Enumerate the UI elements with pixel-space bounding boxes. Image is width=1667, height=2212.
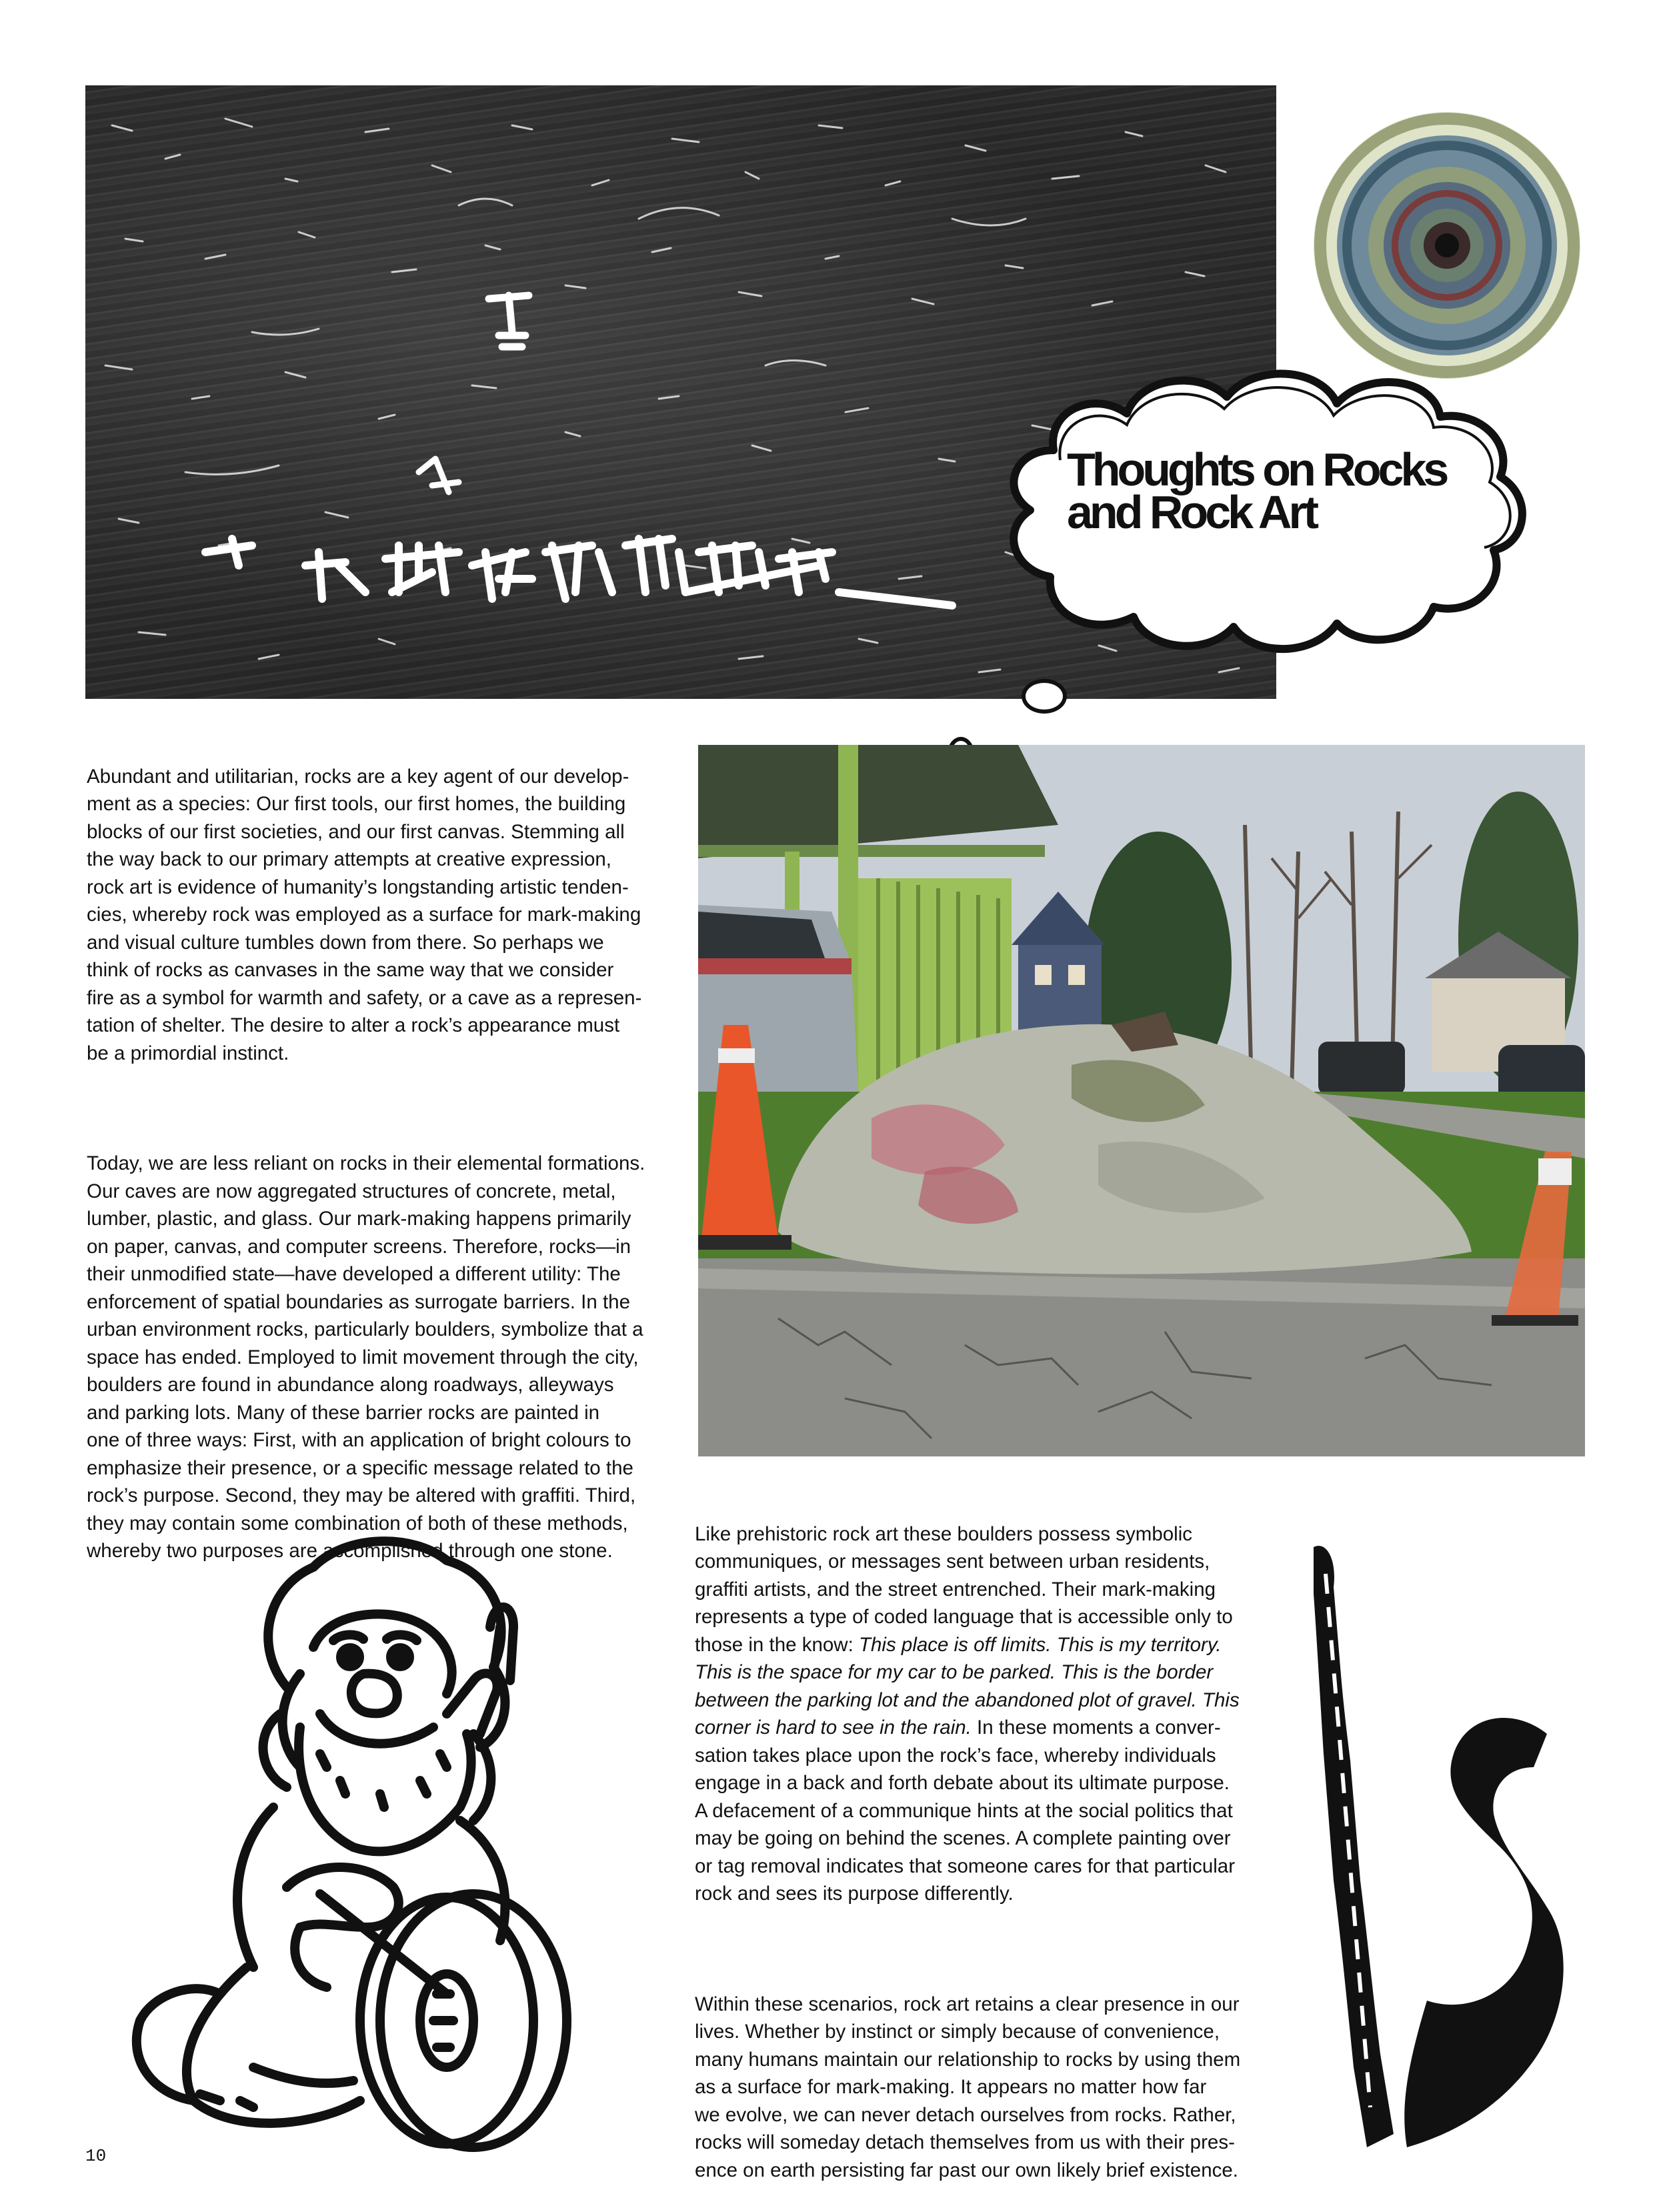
title-line-2: and Rock Art <box>1067 486 1316 538</box>
page-title <box>1067 443 1534 538</box>
paragraph-intro: Abundant and utilitarian, rocks are a key agent of our develop- ment as a species: Our first tools, our first homes, the building blocks of our first societies, and our first canvas. Stemming all the way back to our primary attempts at creative expression, rock art is evidence of humanity’s longstanding artistic tenden- cies, whereby rock was employed as a surface for mark-making and visual culture tumbles down from there. So perhaps we think of rocks as canvases in the same way that we consider fire as a symbol for warmth and safety, or a cave as a represen- tation of shelter. The desire to alter a rock’s appearance must be a primordial instinct. <box>87 765 642 1064</box>
paragraph-urban-rocks: Today, we are less reliant on rocks in their elemental formations. Our caves are now aggregated structures of concrete, metal, lumber, plastic, and glass. Our mark-making happens primarily on paper, canvas, and computer screens. Therefore, rocks—in their unmodified state—have developed a different utility: The enforcement of spatial boundaries as surrogate barriers. In the urban environment rocks, particularly boulders, symbolize that a space has ended. Employed to limit movement through the city, boulders are found in abundance along roadways, alleyways and parking lots. Many of these barrier rocks are painted in one of three ways: First, with an application of bright colours to emphasize their presence, or a specific message related to the rock’s purpose. Second, they may be altered with graffiti. Third, they may contain some combination of both of these methods, whereby two purposes are accomplished through one stone. <box>87 1152 645 1562</box>
stone-tool-drawing <box>1300 1534 1580 2167</box>
article-column-left <box>87 735 667 1592</box>
caveman-illustration <box>100 1514 687 2154</box>
paragraph-conclusion: Within these scenarios, rock art retains a clear presence in our lives. Whether by instinct or simply because of convenience, many humans maintain our relationship to rocks by using them as a surface for mark-making. It appears no matter how far we evolve, we can never detach ourselves from rocks. Rather, rocks will someday detach themselves from us with their pres- ence on earth persisting far past our own likely brief existence. <box>695 1993 1241 2181</box>
eye-circle-image <box>1307 105 1587 385</box>
paragraph-communiques <box>695 1520 1282 1908</box>
thought-dot-large <box>1022 679 1067 714</box>
painted-boulder-photo <box>698 745 1585 1456</box>
page-number: 10 <box>85 2146 107 2166</box>
paragraph-communiques-start: Like prehistoric rock art these boulders possess symbolic communiques, or messages sent between urban residents, graffiti artists, and the street entrenched. Their mark-making represents a type of coded language that is accessible only to those in the know: <box>695 1522 1233 1656</box>
article-column-right <box>695 1492 1282 2212</box>
paragraph-communiques-end: In these moments a conver- sation takes place upon the rock’s face, whereby individuals engage in a back and forth debate about its ultimate purpose. A defacement of a communique hints at the social politics that may be going on behind the scenes. A complete painting over or tag removal indicates that someone cares for that particular rock and sees its purpose differently. <box>695 1717 1236 1905</box>
title-line-1: Thoughts on Rocks <box>1067 443 1446 495</box>
paragraph-communiques-italic: This place is off limits. This is my territory. This is the space for my car to be parked. This is the border between the parking lot and the abandoned plot of gravel. This corner is hard to see in the rain. <box>695 1633 1240 1739</box>
